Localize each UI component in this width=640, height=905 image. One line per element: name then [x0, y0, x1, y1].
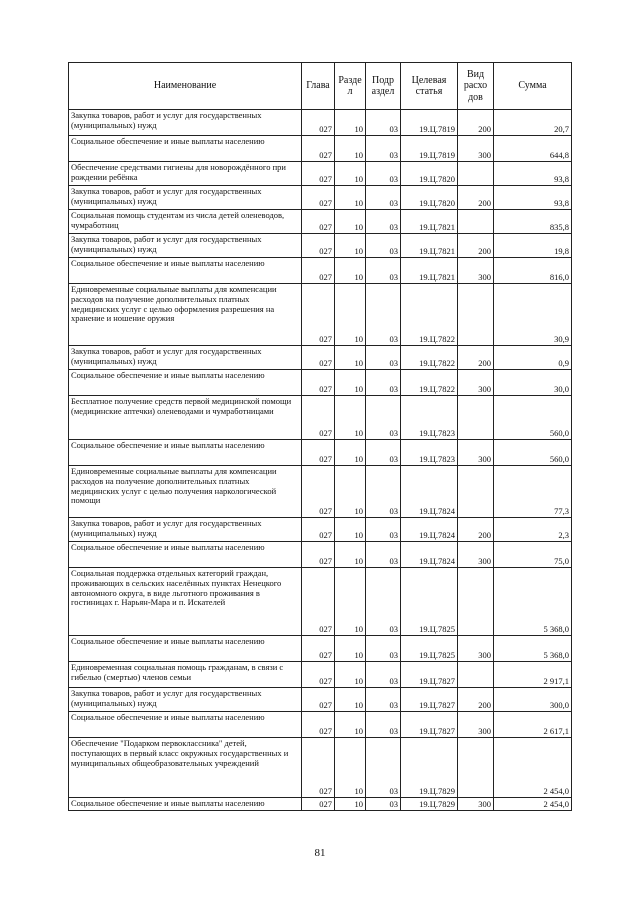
- cell-name: Закупка товаров, работ и услуг для государственных (муниципальных) нужд: [69, 110, 302, 136]
- cell-chapter: 027: [302, 162, 335, 186]
- cell-chapter: 027: [302, 542, 335, 568]
- table-header-row: [69, 63, 572, 110]
- cell-name: Социальное обеспечение и иные выплаты населению: [69, 370, 302, 396]
- cell-subsection: 03: [366, 210, 401, 234]
- cell-section: 10: [335, 210, 366, 234]
- cell-name: Социальное обеспечение и иные выплаты населению: [69, 712, 302, 738]
- cell-target: 19.Ц.7820: [401, 186, 458, 210]
- table-row: [69, 542, 572, 568]
- cell-section: 10: [335, 162, 366, 186]
- cell-sum: 2 617,1: [494, 712, 572, 738]
- cell-section: 10: [335, 542, 366, 568]
- cell-section: 10: [335, 712, 366, 738]
- cell-name: Социальная поддержка отдельных категорий граждан, проживающих в сельских населённых пунктах Ненецкого автономного округа, в виде льготного проживания в гостиницах г. Нарьян-Мара и п. Искателей: [69, 568, 302, 636]
- cell-name: Социальное обеспечение и иные выплаты населению: [69, 136, 302, 162]
- cell-section: 10: [335, 136, 366, 162]
- cell-chapter: 027: [302, 346, 335, 370]
- cell-target: 19.Ц.7827: [401, 662, 458, 688]
- cell-section: 10: [335, 798, 366, 811]
- cell-target: 19.Ц.7824: [401, 542, 458, 568]
- header-chapter: Глава: [302, 63, 335, 110]
- cell-chapter: 027: [302, 234, 335, 258]
- cell-type: 300: [458, 440, 494, 466]
- cell-subsection: 03: [366, 346, 401, 370]
- cell-section: 10: [335, 284, 366, 346]
- cell-section: 10: [335, 466, 366, 518]
- table-row: [69, 162, 572, 186]
- cell-chapter: 027: [302, 186, 335, 210]
- cell-section: 10: [335, 346, 366, 370]
- header-name: Наименование: [69, 63, 302, 110]
- cell-name: Единовременные социальные выплаты для компенсации расходов на получение дополнительных платных медицинских услуг с целью оформления разрешения на хранение и ношение оружия: [69, 284, 302, 346]
- cell-type: 300: [458, 258, 494, 284]
- cell-target: 19.Ц.7822: [401, 284, 458, 346]
- cell-subsection: 03: [366, 110, 401, 136]
- cell-subsection: 03: [366, 662, 401, 688]
- cell-target: 19.Ц.7821: [401, 258, 458, 284]
- cell-chapter: 027: [302, 738, 335, 798]
- cell-target: 19.Ц.7819: [401, 136, 458, 162]
- cell-chapter: 027: [302, 110, 335, 136]
- cell-section: 10: [335, 440, 366, 466]
- cell-section: 10: [335, 636, 366, 662]
- cell-sum: 2,3: [494, 518, 572, 542]
- table-row: [69, 370, 572, 396]
- cell-sum: 5 368,0: [494, 636, 572, 662]
- cell-type: [458, 466, 494, 518]
- cell-section: 10: [335, 370, 366, 396]
- header-section: Разде л: [335, 63, 366, 110]
- cell-section: 10: [335, 518, 366, 542]
- cell-chapter: 027: [302, 518, 335, 542]
- cell-sum: 75,0: [494, 542, 572, 568]
- cell-sum: 816,0: [494, 258, 572, 284]
- cell-sum: 300,0: [494, 688, 572, 712]
- cell-chapter: 027: [302, 568, 335, 636]
- cell-chapter: 027: [302, 136, 335, 162]
- cell-name: Закупка товаров, работ и услуг для государственных (муниципальных) нужд: [69, 346, 302, 370]
- cell-sum: 5 368,0: [494, 568, 572, 636]
- budget-table-sheet: [68, 62, 571, 811]
- cell-section: 10: [335, 258, 366, 284]
- table-row: [69, 346, 572, 370]
- cell-name: Обеспечение "Подарком первоклассника" детей, поступающих в первый класс окружных государственных и муниципальных общеобразовательных учреждений: [69, 738, 302, 798]
- table-row: [69, 396, 572, 440]
- cell-sum: 30,9: [494, 284, 572, 346]
- cell-name: Социальное обеспечение и иные выплаты населению: [69, 636, 302, 662]
- cell-section: 10: [335, 738, 366, 798]
- header-type: Вид расхо дов: [458, 63, 494, 110]
- cell-name: Социальное обеспечение и иные выплаты населению: [69, 798, 302, 811]
- cell-name: Закупка товаров, работ и услуг для государственных (муниципальных) нужд: [69, 518, 302, 542]
- cell-subsection: 03: [366, 518, 401, 542]
- table-row: [69, 440, 572, 466]
- cell-target: 19.Ц.7825: [401, 568, 458, 636]
- cell-subsection: 03: [366, 136, 401, 162]
- table-row: [69, 284, 572, 346]
- cell-target: 19.Ц.7829: [401, 738, 458, 798]
- cell-subsection: 03: [366, 396, 401, 440]
- header-target: Целевая статья: [401, 63, 458, 110]
- cell-subsection: 03: [366, 370, 401, 396]
- cell-section: 10: [335, 110, 366, 136]
- cell-type: 300: [458, 712, 494, 738]
- cell-type: [458, 284, 494, 346]
- table-row: [69, 258, 572, 284]
- cell-type: 200: [458, 110, 494, 136]
- cell-name: Закупка товаров, работ и услуг для государственных (муниципальных) нужд: [69, 186, 302, 210]
- table-row: [69, 136, 572, 162]
- cell-chapter: 027: [302, 440, 335, 466]
- cell-section: 10: [335, 662, 366, 688]
- table-row: [69, 466, 572, 518]
- page-number: 81: [314, 847, 326, 859]
- table-row: [69, 568, 572, 636]
- cell-section: 10: [335, 234, 366, 258]
- cell-target: 19.Ц.7820: [401, 162, 458, 186]
- cell-target: 19.Ц.7827: [401, 688, 458, 712]
- cell-type: 200: [458, 688, 494, 712]
- cell-target: 19.Ц.7823: [401, 440, 458, 466]
- cell-chapter: 027: [302, 258, 335, 284]
- cell-subsection: 03: [366, 234, 401, 258]
- cell-type: [458, 662, 494, 688]
- cell-target: 19.Ц.7821: [401, 234, 458, 258]
- cell-name: Обеспечение средствами гигиены для новорождённого при рождении ребёнка: [69, 162, 302, 186]
- cell-sum: 93,8: [494, 162, 572, 186]
- cell-target: 19.Ц.7827: [401, 712, 458, 738]
- cell-subsection: 03: [366, 688, 401, 712]
- cell-name: Закупка товаров, работ и услуг для государственных (муниципальных) нужд: [69, 688, 302, 712]
- table-body: [69, 110, 572, 811]
- cell-name: Единовременные социальные выплаты для компенсации расходов на получение дополнительных платных медицинских услуг с целью получения наркологической помощи: [69, 466, 302, 518]
- cell-subsection: 03: [366, 636, 401, 662]
- cell-type: [458, 210, 494, 234]
- cell-type: 300: [458, 370, 494, 396]
- cell-type: 300: [458, 798, 494, 811]
- table-row: [69, 798, 572, 811]
- cell-name: Закупка товаров, работ и услуг для государственных (муниципальных) нужд: [69, 234, 302, 258]
- table-row: [69, 636, 572, 662]
- cell-subsection: 03: [366, 162, 401, 186]
- cell-sum: 560,0: [494, 396, 572, 440]
- cell-type: 200: [458, 234, 494, 258]
- table-row: [69, 662, 572, 688]
- cell-chapter: 027: [302, 798, 335, 811]
- cell-target: 19.Ц.7825: [401, 636, 458, 662]
- cell-name: Бесплатное получение средств первой медицинской помощи (медицинские аптечки) оленеводами и чумработницами: [69, 396, 302, 440]
- cell-section: 10: [335, 688, 366, 712]
- cell-chapter: 027: [302, 396, 335, 440]
- cell-chapter: 027: [302, 284, 335, 346]
- cell-type: [458, 738, 494, 798]
- cell-target: 19.Ц.7822: [401, 370, 458, 396]
- cell-type: 300: [458, 136, 494, 162]
- cell-type: [458, 162, 494, 186]
- cell-target: 19.Ц.7819: [401, 110, 458, 136]
- cell-name: Социальная помощь студентам из числа детей оленеводов, чумработниц: [69, 210, 302, 234]
- cell-sum: 93,8: [494, 186, 572, 210]
- cell-target: 19.Ц.7829: [401, 798, 458, 811]
- cell-chapter: 027: [302, 466, 335, 518]
- table-row: [69, 210, 572, 234]
- cell-chapter: 027: [302, 712, 335, 738]
- cell-name: Социальное обеспечение и иные выплаты населению: [69, 542, 302, 568]
- budget-table: [68, 62, 572, 811]
- cell-sum: 644,8: [494, 136, 572, 162]
- cell-subsection: 03: [366, 712, 401, 738]
- cell-type: 300: [458, 636, 494, 662]
- table-row: [69, 186, 572, 210]
- cell-sum: 30,0: [494, 370, 572, 396]
- cell-subsection: 03: [366, 284, 401, 346]
- cell-type: 200: [458, 346, 494, 370]
- cell-name: Социальное обеспечение и иные выплаты населению: [69, 258, 302, 284]
- cell-sum: 19,8: [494, 234, 572, 258]
- cell-chapter: 027: [302, 636, 335, 662]
- cell-subsection: 03: [366, 542, 401, 568]
- header-subsection: Подр аздел: [366, 63, 401, 110]
- cell-type: 200: [458, 518, 494, 542]
- cell-type: [458, 396, 494, 440]
- cell-target: 19.Ц.7823: [401, 396, 458, 440]
- cell-section: 10: [335, 396, 366, 440]
- cell-section: 10: [335, 186, 366, 210]
- table-row: [69, 110, 572, 136]
- cell-chapter: 027: [302, 688, 335, 712]
- table-row: [69, 738, 572, 798]
- table-row: [69, 712, 572, 738]
- cell-target: 19.Ц.7821: [401, 210, 458, 234]
- cell-target: 19.Ц.7822: [401, 346, 458, 370]
- cell-type: 200: [458, 186, 494, 210]
- cell-sum: 2 917,1: [494, 662, 572, 688]
- cell-chapter: 027: [302, 662, 335, 688]
- cell-sum: 2 454,0: [494, 798, 572, 811]
- cell-name: Социальное обеспечение и иные выплаты населению: [69, 440, 302, 466]
- cell-sum: 20,7: [494, 110, 572, 136]
- cell-sum: 835,8: [494, 210, 572, 234]
- cell-section: 10: [335, 568, 366, 636]
- cell-subsection: 03: [366, 258, 401, 284]
- cell-subsection: 03: [366, 440, 401, 466]
- cell-subsection: 03: [366, 738, 401, 798]
- cell-subsection: 03: [366, 568, 401, 636]
- header-sum: Сумма: [494, 63, 572, 110]
- cell-chapter: 027: [302, 370, 335, 396]
- cell-sum: 560,0: [494, 440, 572, 466]
- cell-sum: 0,9: [494, 346, 572, 370]
- cell-subsection: 03: [366, 798, 401, 811]
- cell-chapter: 027: [302, 210, 335, 234]
- cell-type: [458, 568, 494, 636]
- table-row: [69, 234, 572, 258]
- cell-sum: 77,3: [494, 466, 572, 518]
- cell-target: 19.Ц.7824: [401, 518, 458, 542]
- cell-target: 19.Ц.7824: [401, 466, 458, 518]
- cell-subsection: 03: [366, 466, 401, 518]
- table-row: [69, 518, 572, 542]
- table-row: [69, 688, 572, 712]
- cell-type: 300: [458, 542, 494, 568]
- cell-subsection: 03: [366, 186, 401, 210]
- cell-sum: 2 454,0: [494, 738, 572, 798]
- cell-name: Единовременная социальная помощь гражданам, в связи с гибелью (смертью) членов семьи: [69, 662, 302, 688]
